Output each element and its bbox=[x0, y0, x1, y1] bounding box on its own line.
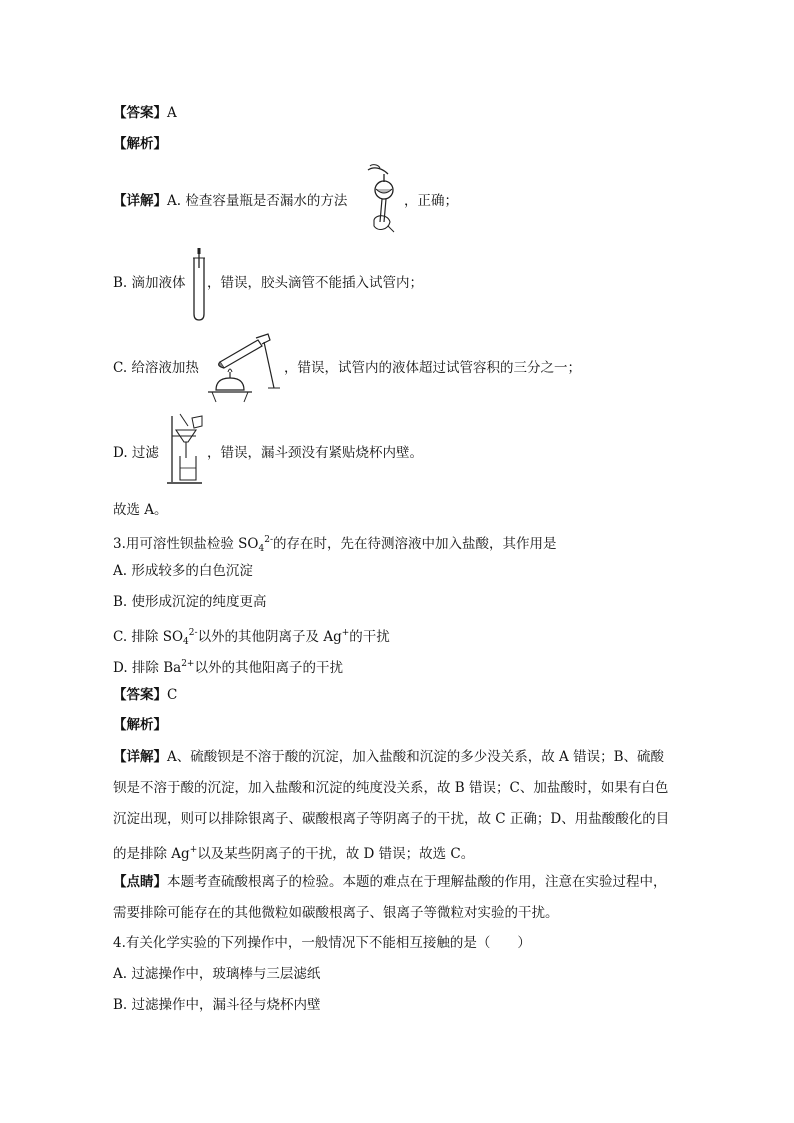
q4-option-b: B. 过滤操作中，漏斗径与烧杯内壁 bbox=[113, 997, 321, 1013]
analysis-label: 【解析】 bbox=[113, 136, 167, 152]
q4-stem: 4.有关化学实验的下列操作中，一般情况下不能相互接触的是（ ） bbox=[113, 935, 531, 951]
q4-option-a: A. 过滤操作中，玻璃棒与三层滤纸 bbox=[113, 966, 321, 982]
detail-b-text: B. 滴加液体 bbox=[113, 275, 186, 291]
detail-c-after: ，错误，试管内的液体超过试管容积的三分之一； bbox=[284, 360, 581, 376]
q3-answer-line: 【答案】C bbox=[113, 687, 178, 703]
conclusion: 故选 A。 bbox=[113, 502, 168, 518]
detail-a-line bbox=[113, 192, 347, 210]
heating-test-tube-figure bbox=[206, 332, 284, 404]
answer-line bbox=[113, 104, 177, 122]
q3-stem: 3.用可溶性钡盐检验 $SO_4^{2-}$的存在时，先在待测溶液中加入盐酸，其作用是 bbox=[113, 535, 557, 554]
detail-d-text: D. 过滤 bbox=[113, 445, 159, 461]
detail-b-after: ，错误，胶头滴管不能插入试管内； bbox=[207, 275, 423, 291]
volumetric-flask-figure bbox=[362, 162, 406, 236]
q3-option-a: A. 形成较多的白色沉淀 bbox=[113, 563, 253, 579]
detail-label: 【详解】 bbox=[113, 193, 167, 209]
detail-c-text: C. 给溶液加热 bbox=[113, 360, 199, 376]
q3-detail-1: 【详解】A、硫酸钡是不溶于酸的沉淀，加入盐酸和沉淀的多少没关系，故 A 错误；B、硫酸 bbox=[113, 749, 665, 765]
detail-a-text: A. 检查容量瓶是否漏水的方法 bbox=[167, 193, 348, 209]
q3-option-d: D. 排除 $Ba^{2+}$以外的其他阳离子的干扰 bbox=[113, 659, 343, 676]
answer-label: 【答案】 bbox=[113, 105, 167, 121]
q3-detail-2: 钡是不溶于酸的沉淀，加入盐酸和沉淀的纯度没关系，故 B 错误；C、加盐酸时，如果有白色 bbox=[113, 780, 669, 796]
q3-analysis-label: 【解析】 bbox=[113, 717, 167, 733]
filtration-setup-figure bbox=[166, 412, 206, 488]
q3-comment-2: 需要排除可能存在的其他微粒如碳酸根离子、银离子等微粒对实验的干扰。 bbox=[113, 905, 559, 921]
q3-comment-1: 【点睛】本题考查硫酸根离子的检验。本题的难点在于理解盐酸的作用，注意在实验过程中， bbox=[113, 874, 667, 890]
q3-detail-3: 沉淀出现，则可以排除银离子、碳酸根离子等阴离子的干扰，故 C 正确；D、用盐酸酸化的目 bbox=[113, 811, 670, 827]
q3-detail-4: 的是排除 Ag+以及某些阴离子的干扰，故 D 错误；故选 C。 bbox=[113, 845, 475, 862]
q3-option-b: B. 使形成沉淀的纯度更高 bbox=[113, 594, 267, 610]
dropper-test-tube-figure bbox=[192, 248, 206, 322]
q3-option-c: C. 排除 $SO_4^{2-}$以外的其他阴离子及 Ag+的干扰 bbox=[113, 628, 390, 647]
answer-value: A bbox=[167, 105, 177, 121]
detail-a-after: ，正确； bbox=[404, 193, 458, 209]
detail-d-after: ，错误，漏斗颈没有紧贴烧杯内壁。 bbox=[207, 445, 423, 461]
